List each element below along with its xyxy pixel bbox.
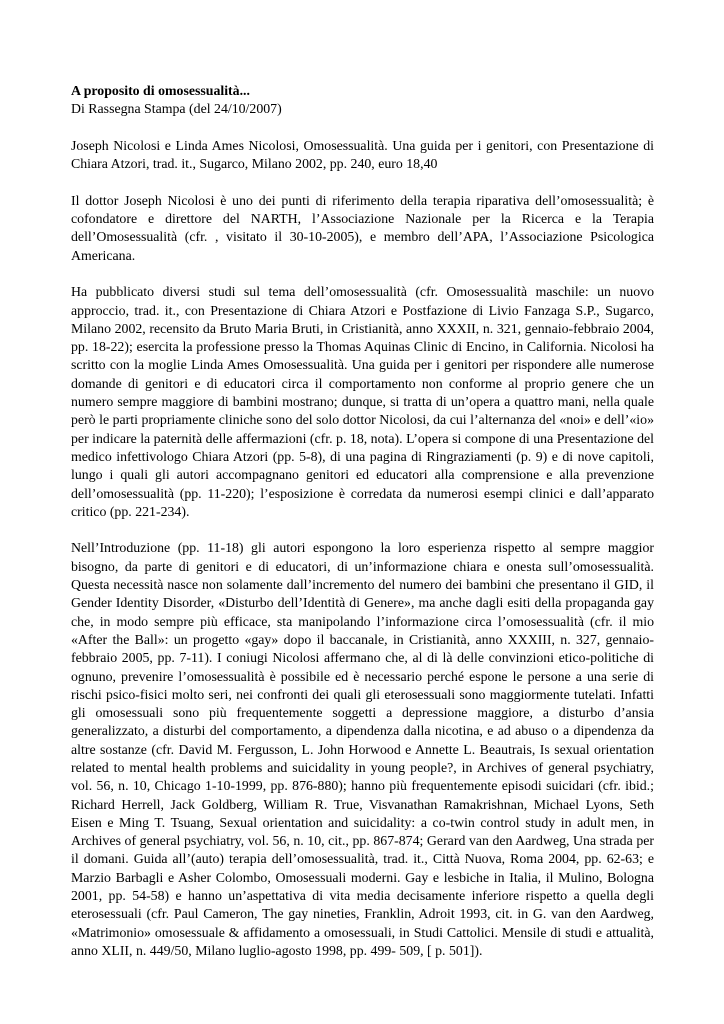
paragraph-book-reference: Joseph Nicolosi e Linda Ames Nicolosi, Omosessualità. Una guida per i genitori, con Presentazione di Chiara Atzori, trad. it., Sugarco, Milano 2002, pp. 240, euro 18,40 (71, 137, 654, 172)
paragraph-publications: Ha pubblicato diversi studi sul tema dell’omosessualità (cfr. Omosessualità maschile: un nuovo approccio, trad. it., con Presentazione di Chiara Atzori e Postfazione di Livio Fanzaga S.P., Sugarco, Milano 2002, recensito da Bruto Maria Bruti, in Cristianità, anno XXXII, n. 321, gennaio-febbraio 2004, pp. 18-22); esercita la professione presso la Thomas Aquinas Clinic di Encino, in California. Nicolosi ha scritto con la moglie Linda Ames Omosessualità. Una guida per i genitori per rispondere alle numerose domande di genitori e di educatori circa il comportamento non conforme al proprio genere che un numero sempre maggiore di bambini mostrano; dunque, si tratta di un’opera a quattro mani, nella quale però le parti propriamente cliniche sono del solo dottor Nicolosi, da cui l’alternanza del «noi» e dell’«io» per indicare la paternità delle affermazioni (cfr. p. 18, nota). L’opera si compone di una Presentazione del medico infettivologo Chiara Atzori (pp. 5-8), di una pagina di Ringraziamenti (p. 9) e di nove capitoli, lungo i quali gli autori accompagnano genitori ed educatori alla comprensione e alla prevenzione dell’omosessualità (pp. 11-220); l’esposizione è corredata da numerosi esempi clinici e dall’apparato critico (pp. 221-234). (71, 284, 654, 519)
document-title: A proposito di omosessualità... (71, 83, 250, 98)
paragraph-introduction: Nell’Introduzione (pp. 11-18) gli autori espongono la loro esperienza rispetto al sempre maggior bisogno, da parte di genitori e di educatori, di un’informazione chiara e onesta sull’omosessualità. Questa necessità nasce non solamente dall’incremento del numero dei bambini che presentano il GID, il Gender Identity Disorder, «Disturbo dell’Identità di Genere», ma anche dagli esiti della propaganda gay che, in modo sempre più efficace, sta manipolando l’informazione circa l’omosessualità (cfr. il mio «After the Ball»: un progetto «gay» dopo il baccanale, in Cristianità, anno XXXIII, n. 327, gennaio-febbraio 2005, pp. 7-11). I coniugi Nicolosi affermano che, al di là delle convinzioni etico-politiche di ognuno, prevenire l’omosessualità è possibile ed è necessario perché espone le persone a una serie di rischi psico-fisici molto seri, nei confronti dei quali gli eterosessuali sono maggiormente tutelati. Infatti gli omosessuali sono più frequentemente soggetti a depressione maggiore, a disturbo d’ansia generalizzato, a disturbi del comportamento, a dipendenza dalla nicotina, e ad abuso o a dipendenza da altre sostanze (cfr. David M. Fergusson, L. John Horwood e Annette L. Beautrais, Is sexual orientation related to mental health problems and suicidality in young people?, in Archives of general psychiatry, vol. 56, n. 10, Chicago 1-10-1999, pp. 876-880); hanno più frequentemente episodi suicidari (cfr. ibid.; Richard Herrell, Jack Goldberg, William R. True, Visvanathan Ramakrishnan, Michael Lyons, Seth Eisen e Ming T. Tsuang, Sexual orientation and suicidality: a co-twin control study in adult men, in Archives of general psychiatry, vol. 56, n. 10, cit., pp. 867-874; Gerard van den Aardweg, Una strada per il domani. Guida all’(auto) terapia dell’omosessualità, trad. it., Città Nuova, Roma 2004, pp. 62-63; e Marzio Barbagli e Asher Colombo, Omosessuali moderni. Gay e lesbiche in Italia, il Mulino, Bologna 2001, pp. 54-58) e hanno un’aspettativa di vita media decisamente inferiore rispetto a quella degli eterosessuali (cfr. Paul Cameron, The gay nineties, Franklin, Adroit 1993, cit. in G. van den Aardweg, «Matrimonio» omosessuale & affidamento a omosessuali, in Studi Cattolici. Mensile di studi e attualità, anno XLII, n. 449/50, Milano luglio-agosto 1998, pp. 499- 509, [ p. 501]). (71, 540, 654, 958)
paragraph-author-intro: Il dottor Joseph Nicolosi è uno dei punti di riferimento della terapia riparativa dell’omosessualità; è cofondatore e direttore del NARTH, l’Associazione Nazionale per la Ricerca e la Terapia dell’Omosessualità (cfr. , visitato il 30-10-2005), e membro dell’APA, l’Associazione Psicologica Americana. (71, 192, 654, 263)
document-subtitle: Di Rassegna Stampa (del 24/10/2007) (71, 101, 282, 117)
